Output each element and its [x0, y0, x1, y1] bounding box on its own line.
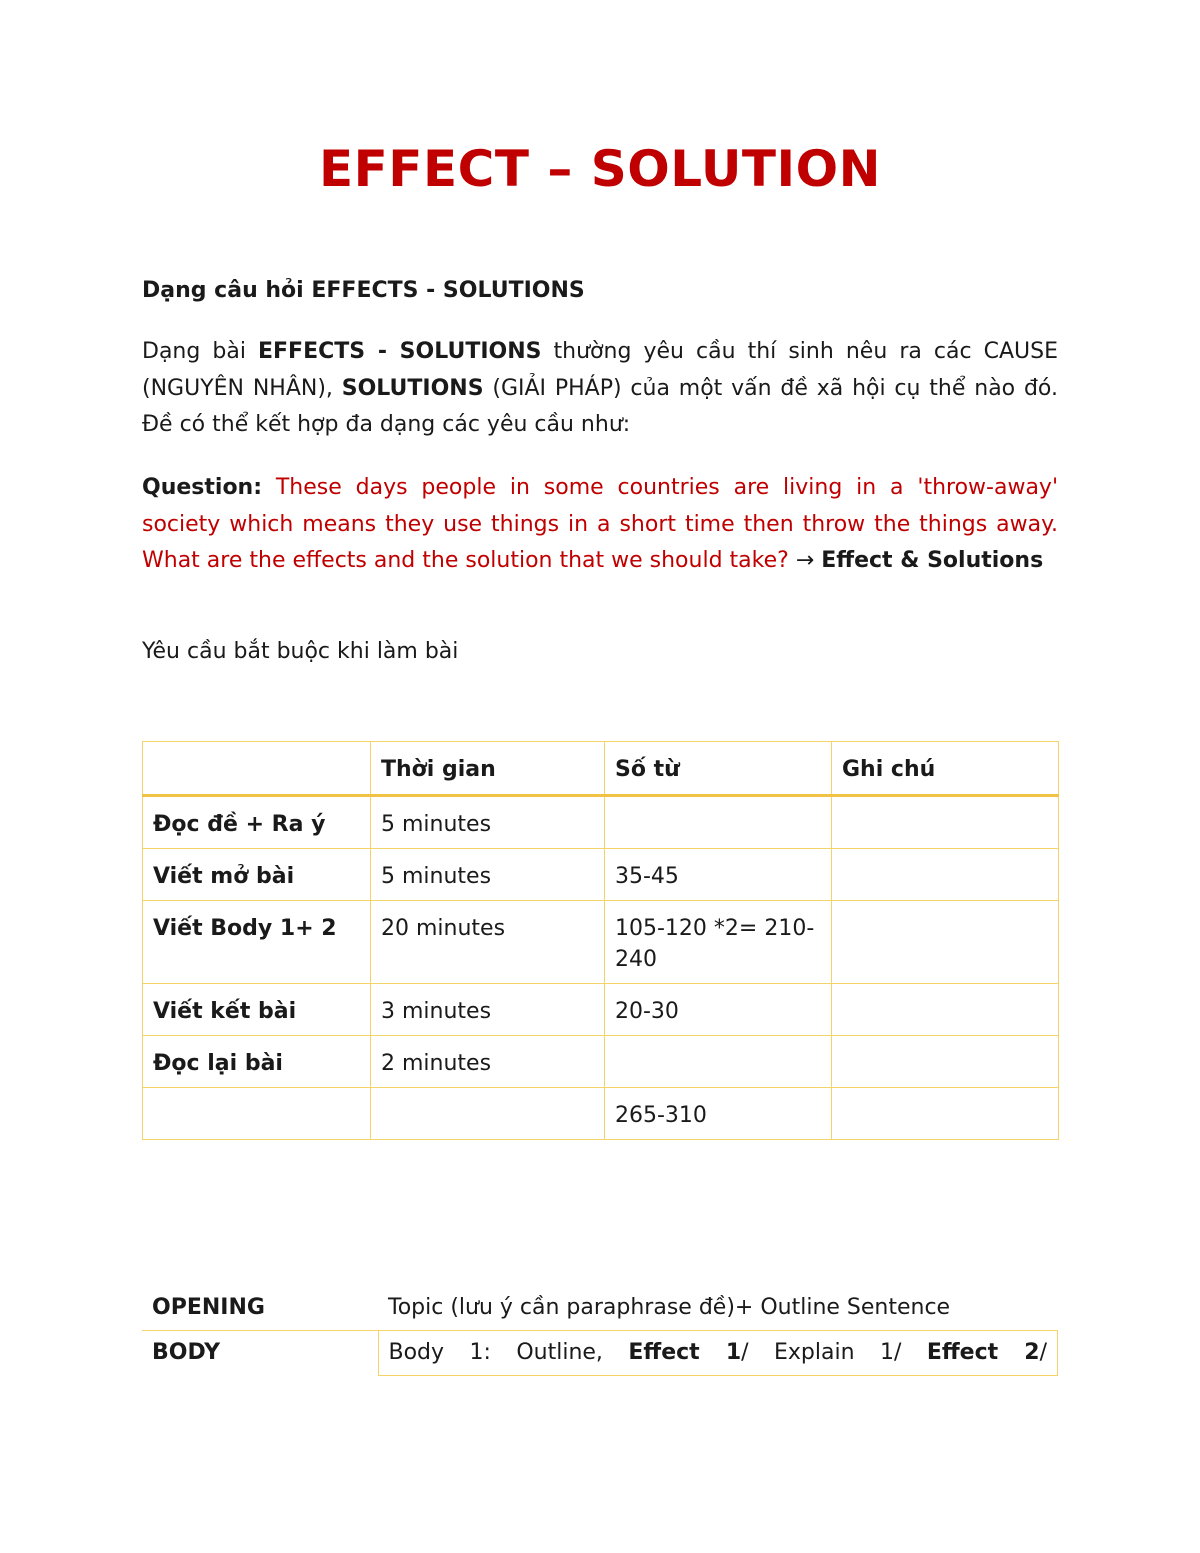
step-cell: Đọc đề + Ra ý: [143, 796, 371, 849]
body-text-3: /: [1039, 1340, 1047, 1365]
timing-table: [142, 741, 1059, 1140]
table-row: [143, 796, 1059, 849]
question-label: Question:: [142, 475, 263, 500]
step-cell: Viết mở bài: [143, 849, 371, 901]
requirement-text: Yêu cầu bắt buộc khi làm bài: [142, 639, 459, 664]
time-cell: 3 minutes: [371, 984, 605, 1036]
words-cell: 20-30: [605, 984, 832, 1036]
table-row: [143, 984, 1059, 1036]
intro-bold-2: SOLUTIONS: [341, 375, 484, 401]
table-row: [143, 1036, 1059, 1088]
header-words: Số từ: [605, 742, 832, 796]
words-cell: [605, 1036, 832, 1088]
note-cell: [832, 849, 1059, 901]
intro-text-3: (GIẢI PHÁP) của một vấn đề xã hội cụ thể nào đó. Đề có thể kết hợp đa dạng các yêu cầu như:: [142, 375, 1059, 437]
body-row: [142, 1331, 1058, 1376]
opening-row: [142, 1286, 1058, 1331]
body-bold-2: Effect 2: [926, 1340, 1040, 1365]
time-cell: 20 minutes: [371, 901, 605, 984]
time-cell: 5 minutes: [371, 849, 605, 901]
intro-paragraph: [142, 334, 1058, 444]
note-cell: [832, 796, 1059, 849]
arrow-icon: →: [788, 548, 822, 573]
note-cell: [832, 984, 1059, 1036]
opening-content: Topic (lưu ý cần paraphrase đề)+ Outline Sentence: [378, 1286, 1058, 1331]
time-cell: [371, 1088, 605, 1140]
words-cell: 35-45: [605, 849, 832, 901]
words-cell: 105-120 *2= 210-240: [605, 901, 832, 984]
header-empty: [143, 742, 371, 796]
time-cell: 2 minutes: [371, 1036, 605, 1088]
body-text-2: / Explain 1/: [741, 1340, 927, 1365]
note-cell: [832, 1036, 1059, 1088]
time-cell: 5 minutes: [371, 796, 605, 849]
step-cell: Viết Body 1+ 2: [143, 901, 371, 984]
body-content: [378, 1331, 1058, 1376]
note-cell: [832, 1088, 1059, 1140]
opening-label: OPENING: [142, 1286, 378, 1331]
table-row: [143, 849, 1059, 901]
section-heading: Dạng câu hỏi EFFECTS - SOLUTIONS: [142, 278, 585, 303]
body-label: BODY: [152, 1340, 221, 1365]
body-bold-1: Effect 1: [628, 1340, 742, 1365]
step-cell: Đọc lại bài: [143, 1036, 371, 1088]
table-row-total: [143, 1088, 1059, 1140]
table-row: [143, 901, 1059, 984]
question-paragraph: [142, 470, 1058, 580]
total-words-cell: 265-310: [605, 1088, 832, 1140]
intro-bold-1: EFFECTS - SOLUTIONS: [258, 339, 542, 364]
header-time: Thời gian: [371, 742, 605, 796]
body-text-1: Body 1: Outline,: [388, 1340, 629, 1365]
words-cell: [605, 796, 832, 849]
intro-text-2: thường yêu cầu thí sinh nêu ra các CAUSE (NGUYÊN NHÂN),: [142, 339, 1059, 401]
step-cell: Viết kết bài: [143, 984, 371, 1036]
timing-table-header: [143, 742, 1059, 796]
page-title: EFFECT – SOLUTION: [319, 140, 881, 198]
question-text: These days people in some countries are living in a 'throw-away' society which means they use things in a short time then throw the things away. What are the effects and the solution that we should take?: [142, 475, 1058, 573]
header-notes: Ghi chú: [832, 742, 1059, 796]
step-cell: [143, 1088, 371, 1140]
intro-text-1: Dạng bài: [142, 339, 258, 364]
note-cell: [832, 901, 1059, 984]
essay-structure-table: [142, 1286, 1058, 1376]
question-type: Effect & Solutions: [821, 548, 1044, 573]
